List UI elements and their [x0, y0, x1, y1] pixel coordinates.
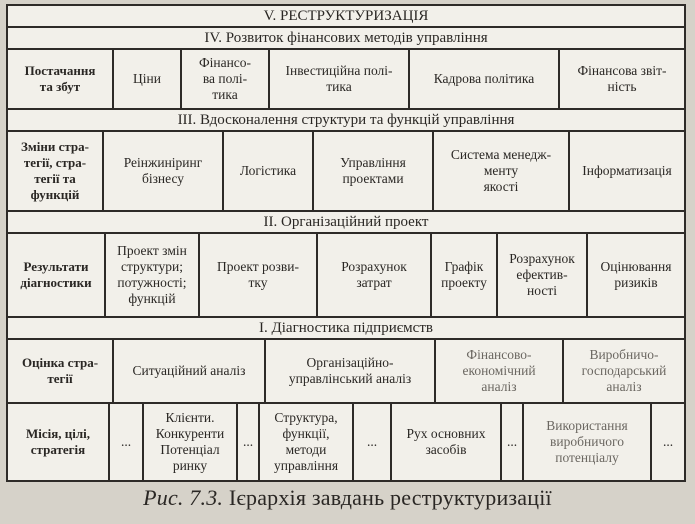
cell-production-capacity-use: Використання виробничого потенціалу	[524, 404, 652, 480]
cell-project-schedule: Графік проекту	[432, 234, 498, 316]
cell-quality-system: Система менедж- менту якості	[434, 132, 570, 210]
section-i-row	[8, 340, 684, 404]
cell-situational-analysis: Ситуаційний аналіз	[114, 340, 266, 402]
cell-project-management: Управління проектами	[314, 132, 434, 210]
bottom-row	[8, 404, 684, 480]
cell-ellipsis: ...	[502, 404, 524, 480]
cell-structure-change-project: Проект змін структури; потужності; функцій	[106, 234, 200, 316]
cell-mission-goals-strategy: Місія, цілі, стратегія	[8, 404, 110, 480]
cell-reengineering: Реінжиніринг бізнесу	[104, 132, 224, 210]
figure-caption-text: Ієрархія завдань реструктуризації	[228, 485, 552, 510]
cell-diagnostics-results: Результати діагностики	[8, 234, 106, 316]
section-i-heading: I. Діагностика підприємств	[8, 318, 684, 340]
cell-informatization: Інформатизація	[582, 163, 672, 178]
cell-cost-calculation: Розрахунок затрат	[318, 234, 432, 316]
section-iii-row	[8, 132, 684, 212]
cell-financial-reporting: Фінансова звіт- ність	[577, 63, 667, 94]
cell-ellipsis: ...	[238, 404, 260, 480]
cell-supply-sales: Постачання та збут	[8, 50, 114, 108]
cell-development-project: Проект розви- тку	[200, 234, 318, 316]
cell-financial-economic-analysis: Фінансово- економічний аналіз	[436, 340, 564, 402]
section-iv-row	[8, 50, 684, 110]
restructuring-title: V. РЕСТРУКТУРИЗАЦІЯ	[8, 6, 684, 28]
cell-efficiency-calculation: Розрахунок ефектив- ності	[498, 234, 588, 316]
cell-production-analysis: Виробничо- господарський аналіз	[581, 347, 667, 394]
restructuring-hierarchy-diagram	[6, 4, 686, 482]
cell-ellipsis: ...	[354, 404, 392, 480]
cell-prices: Ціни	[114, 50, 182, 108]
cell-ellipsis: ...	[662, 434, 674, 449]
cell-organizational-analysis: Організаційно- управлінський аналіз	[266, 340, 436, 402]
section-ii-heading: II. Організаційний проект	[8, 212, 684, 234]
figure-caption	[0, 485, 695, 511]
cell-strategy-change: Зміни стра- тегії, стра- тегії та функцій	[8, 132, 104, 210]
figure-caption-label: Рис. 7.3.	[143, 485, 224, 510]
section-ii-row	[8, 234, 684, 318]
cell-ellipsis: ...	[110, 404, 144, 480]
cell-risk-assessment: Оцінювання ризиків	[600, 259, 672, 290]
section-iv-heading: IV. Розвиток фінансових методів управління	[8, 28, 684, 50]
cell-hr-policy: Кадрова політика	[410, 50, 560, 108]
cell-structure-functions: Структура, функції, методи управління	[260, 404, 354, 480]
cell-clients-competitors: Клієнти. Конкуренти Потенціал ринку	[144, 404, 238, 480]
cell-investment-policy: Інвестиційна полі- тика	[270, 50, 410, 108]
cell-financial-policy: Фінансо- ва полі- тика	[182, 50, 270, 108]
section-iii-heading: III. Вдосконалення структури та функцій управління	[8, 110, 684, 132]
cell-logistics: Логістика	[224, 132, 314, 210]
cell-strategy-assessment: Оцінка стра- тегії	[8, 340, 114, 402]
cell-fixed-assets-flow: Рух основних засобів	[392, 404, 502, 480]
